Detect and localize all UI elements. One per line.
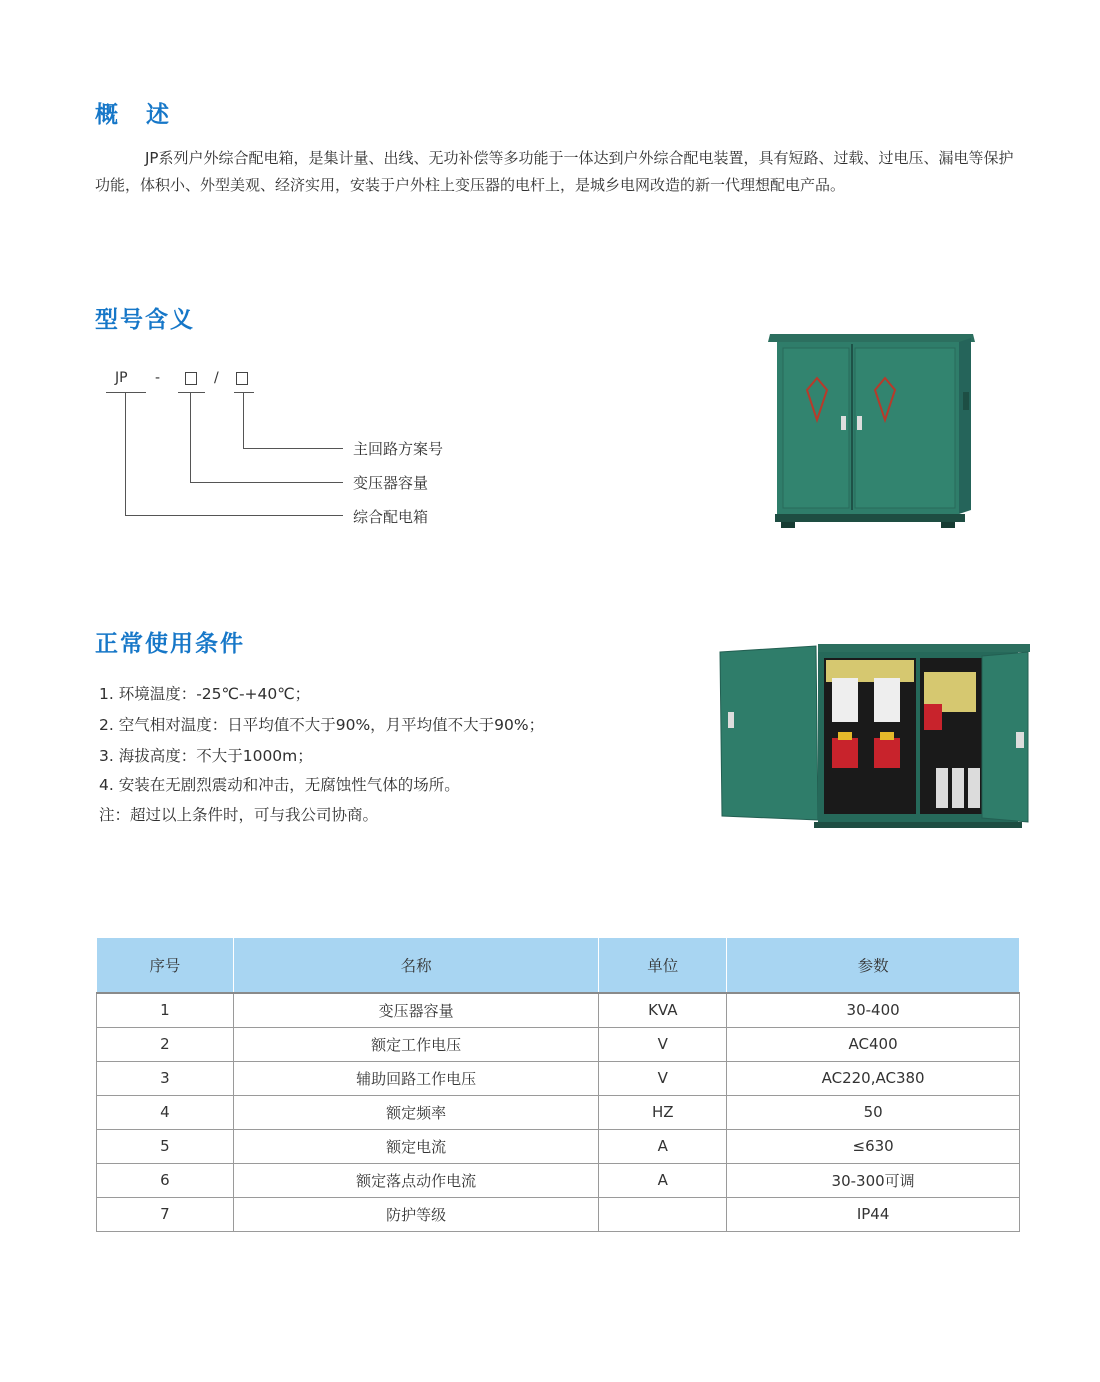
cell-unit bbox=[599, 1197, 727, 1231]
col-header-unit: 单位 bbox=[599, 938, 727, 993]
condition-item: 1. 环境温度：-25℃-+40℃； bbox=[99, 685, 311, 703]
cell-unit: A bbox=[599, 1163, 727, 1197]
model-code-box-1 bbox=[185, 372, 197, 389]
underline-box-1 bbox=[178, 392, 205, 393]
table-row bbox=[97, 1095, 1020, 1129]
connector-h-2 bbox=[190, 482, 343, 483]
cell-param: 30-300可调 bbox=[727, 1163, 1020, 1197]
connector-h-3 bbox=[125, 515, 343, 516]
cell-index: 1 bbox=[97, 993, 234, 1027]
col-header-param: 参数 bbox=[727, 938, 1020, 993]
cell-name: 额定频率 bbox=[233, 1095, 599, 1129]
cell-index: 7 bbox=[97, 1197, 234, 1231]
cell-name: 辅助回路工作电压 bbox=[233, 1061, 599, 1095]
table-header-row bbox=[97, 938, 1020, 993]
closed-cabinet-image bbox=[765, 330, 980, 530]
label-main-circuit: 主回路方案号 bbox=[353, 440, 444, 458]
cell-unit: A bbox=[599, 1129, 727, 1163]
cell-unit: V bbox=[599, 1061, 727, 1095]
condition-item: 3. 海拔高度：不大于1000m； bbox=[99, 747, 313, 765]
cell-name: 防护等级 bbox=[233, 1197, 599, 1231]
model-code-dash: - bbox=[155, 370, 161, 386]
table-row bbox=[97, 1129, 1020, 1163]
open-cabinet-image bbox=[718, 642, 1033, 832]
cell-index: 4 bbox=[97, 1095, 234, 1129]
cell-name: 额定落点动作电流 bbox=[233, 1163, 599, 1197]
table-row bbox=[97, 1027, 1020, 1061]
cell-name: 变压器容量 bbox=[233, 993, 599, 1027]
cell-name: 额定工作电压 bbox=[233, 1027, 599, 1061]
cell-index: 2 bbox=[97, 1027, 234, 1061]
cell-param: 30-400 bbox=[727, 993, 1020, 1027]
col-header-name: 名称 bbox=[233, 938, 599, 993]
model-heading: 型号含义 bbox=[95, 307, 195, 333]
model-code-box-2 bbox=[236, 372, 248, 389]
cell-param: 50 bbox=[727, 1095, 1020, 1129]
label-distribution-box: 综合配电箱 bbox=[353, 508, 429, 526]
cell-name: 额定电流 bbox=[233, 1129, 599, 1163]
label-transformer-capacity: 变压器容量 bbox=[353, 474, 429, 492]
table-row bbox=[97, 1061, 1020, 1095]
model-code-slash: / bbox=[214, 370, 219, 386]
connector-v-2 bbox=[190, 392, 191, 483]
overview-paragraph: JP系列户外综合配电箱，是集计量、出线、无功补偿等多功能于一体达到户外综合配电装置，具有短路、过载、过电压、漏电等保护功能，体积小、外型美观、经济实用，安装于户外柱上变压器的电杆上，是城乡电网改造的新一代理想配电产品。 bbox=[95, 149, 1014, 194]
table-row bbox=[97, 1163, 1020, 1197]
connector-v-3 bbox=[125, 392, 126, 516]
cell-unit: HZ bbox=[599, 1095, 727, 1129]
condition-item: 2. 空气相对温度：日平均值不大于90%，月平均值不大于90%； bbox=[99, 716, 545, 734]
col-header-index: 序号 bbox=[97, 938, 234, 993]
cell-index: 6 bbox=[97, 1163, 234, 1197]
table-row bbox=[97, 1197, 1020, 1231]
cell-param: ≤630 bbox=[727, 1129, 1020, 1163]
spec-table bbox=[96, 938, 1020, 1232]
cell-index: 3 bbox=[97, 1061, 234, 1095]
table-row bbox=[97, 993, 1020, 1027]
cell-param: AC220,AC380 bbox=[727, 1061, 1020, 1095]
cell-param: AC400 bbox=[727, 1027, 1020, 1061]
overview-heading: 概 述 bbox=[95, 102, 180, 128]
connector-h-1 bbox=[243, 448, 343, 449]
cell-index: 5 bbox=[97, 1129, 234, 1163]
conditions-heading: 正常使用条件 bbox=[95, 631, 245, 657]
connector-v-1 bbox=[243, 392, 244, 449]
condition-item: 4. 安装在无剧烈震动和冲击，无腐蚀性气体的场所。 bbox=[99, 776, 460, 794]
cell-unit: KVA bbox=[599, 993, 727, 1027]
model-code-prefix: JP bbox=[115, 370, 128, 386]
cell-param: IP44 bbox=[727, 1197, 1020, 1231]
condition-note: 注：超过以上条件时，可与我公司协商。 bbox=[99, 806, 379, 824]
cell-unit: V bbox=[599, 1027, 727, 1061]
